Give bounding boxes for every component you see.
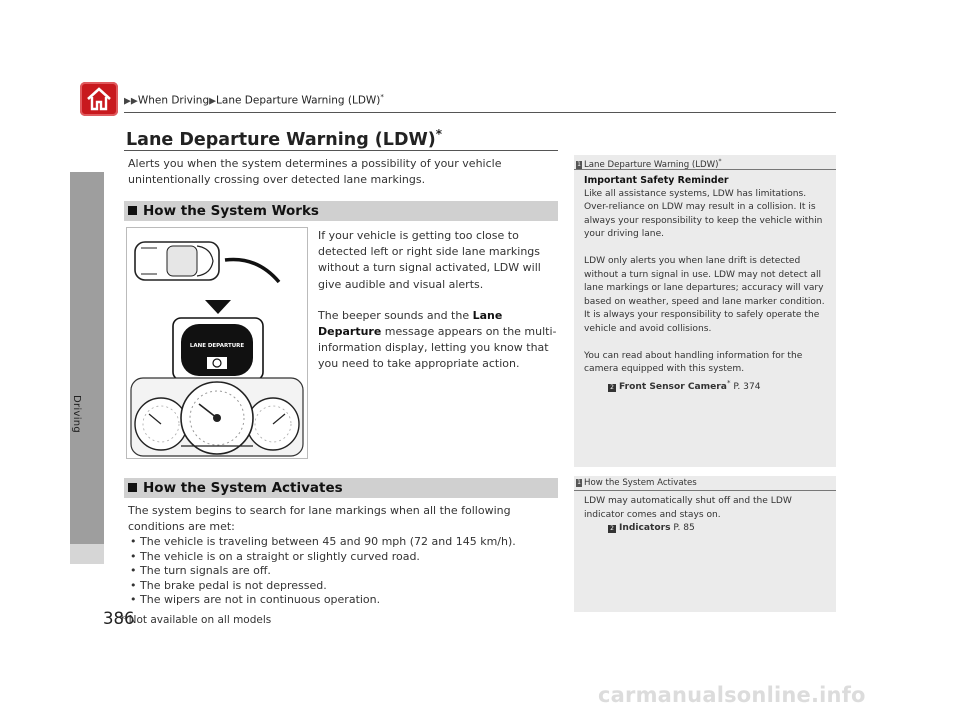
works-paragraph-1: If your vehicle is getting too close to detected left or right side lane markings without a turn signal activated, LDW will give audible and visual alerts. bbox=[318, 229, 541, 291]
breadcrumb bbox=[124, 93, 384, 107]
section-heading-works-text: How the System Works bbox=[143, 203, 319, 219]
section-heading-activates bbox=[124, 478, 558, 498]
works-description bbox=[318, 228, 558, 373]
section-heading-works bbox=[124, 201, 558, 221]
breadcrumb-link-when-driving[interactable]: When Driving bbox=[137, 94, 210, 107]
note-paragraph-1: Like all assistance systems, LDW has limitations. Over-reliance on LDW may result in a collision. It is always your responsibility to keep the vehicle within your driving lane. bbox=[584, 188, 823, 240]
header-rule bbox=[124, 112, 836, 113]
note-1-icon: 1 bbox=[577, 160, 581, 168]
side-note-header bbox=[574, 476, 836, 491]
dashboard-figure bbox=[127, 228, 307, 458]
page-title-star: * bbox=[435, 127, 443, 141]
gauge-cluster-icon bbox=[131, 378, 303, 456]
title-rule bbox=[124, 150, 558, 151]
home-icon bbox=[85, 86, 113, 112]
list-item: • The vehicle is on a straight or slightly curved road. bbox=[128, 550, 560, 565]
side-note-title: How the System Activates bbox=[584, 478, 697, 488]
works-paragraph-2 bbox=[318, 308, 558, 373]
ref-link-text[interactable]: Front Sensor Camera bbox=[619, 381, 727, 392]
list-item: • The wipers are not in continuous operation. bbox=[128, 593, 560, 608]
side-note-star: * bbox=[718, 158, 722, 165]
chapter-tab[interactable] bbox=[70, 172, 104, 544]
ref-star: * bbox=[726, 378, 731, 387]
list-item: • The brake pedal is not depressed. bbox=[128, 579, 560, 594]
side-note-header bbox=[574, 155, 836, 170]
page-number: 386 bbox=[103, 609, 135, 628]
side-note-activates bbox=[574, 476, 836, 612]
lane-departure-display-text: LANE DEPARTURE bbox=[189, 343, 245, 349]
page-title-text: Lane Departure Warning (LDW) bbox=[126, 129, 436, 150]
note-paragraph-1: LDW may automatically shut off and the LDW indicator comes and stays on. bbox=[584, 496, 792, 520]
breadcrumb-current: Lane Departure Warning (LDW) bbox=[216, 94, 381, 107]
works-p2-start: The beeper sounds and the bbox=[318, 308, 473, 322]
conditions-list bbox=[128, 535, 560, 608]
pointer-triangle-icon bbox=[205, 300, 231, 314]
footnote: * Not available on all models bbox=[120, 614, 272, 626]
side-note-title: Lane Departure Warning (LDW) bbox=[584, 159, 719, 170]
side-note-body bbox=[584, 495, 830, 536]
cross-reference-front-camera[interactable] bbox=[584, 377, 830, 395]
cross-reference-indicators[interactable] bbox=[584, 522, 830, 536]
square-bullet-icon bbox=[128, 206, 137, 215]
home-button[interactable] bbox=[80, 82, 118, 116]
breadcrumb-arrow-icon: ▶ bbox=[209, 96, 217, 107]
breadcrumb-arrow-icon: ▶▶ bbox=[124, 96, 138, 107]
watermark-logo: carmanualsonline.info bbox=[598, 683, 866, 707]
arrow-2-icon: 2 bbox=[608, 525, 616, 533]
note-1-icon: 1 bbox=[577, 479, 581, 486]
square-bullet-icon bbox=[128, 483, 137, 492]
note-paragraph-3: You can read about handling information for the camera equipped with this system. bbox=[584, 350, 803, 375]
side-note-ldw bbox=[574, 155, 836, 467]
note-paragraph-2: LDW only alerts you when lane drift is detected without a turn signal in use. LDW may not detect all lane markings or lane departures; accuracy will vary based on weather, speed and lane marker condition. It is always your responsibility to safely operate the vehicle and avoid collisions. bbox=[584, 255, 825, 334]
activates-description bbox=[128, 503, 560, 608]
ref-page: P. 85 bbox=[670, 523, 695, 534]
ldw-illustration bbox=[126, 227, 308, 459]
section-heading-activates-text: How the System Activates bbox=[143, 480, 343, 496]
activates-intro: The system begins to search for lane markings when all the following conditions are met: bbox=[128, 504, 511, 533]
chapter-tab-label: Driving bbox=[71, 395, 82, 434]
list-item: • The turn signals are off. bbox=[128, 564, 560, 579]
car-top-view-icon bbox=[135, 242, 219, 280]
arrow-2-icon: 2 bbox=[608, 384, 616, 392]
list-item: • The vehicle is traveling between 45 and 90 mph (72 and 145 km/h). bbox=[128, 535, 560, 550]
chapter-tab-lower bbox=[70, 544, 104, 564]
side-note-body bbox=[584, 174, 830, 394]
lane-marking-icon bbox=[225, 259, 279, 282]
safety-reminder-heading: Important Safety Reminder bbox=[584, 175, 729, 186]
page-title bbox=[126, 127, 442, 150]
ref-page: P. 374 bbox=[730, 381, 761, 392]
works-p2-bold: Lane Departure bbox=[318, 308, 503, 339]
intro-paragraph: Alerts you when the system determines a possibility of your vehicle unintentionally crossing over detected lane markings. bbox=[128, 157, 502, 186]
ref-link-text[interactable]: Indicators bbox=[619, 523, 671, 534]
breadcrumb-star: * bbox=[380, 93, 384, 101]
works-p2-end: message appears on the multi-information display, letting you know that you need to take appropriate action. bbox=[318, 325, 557, 371]
